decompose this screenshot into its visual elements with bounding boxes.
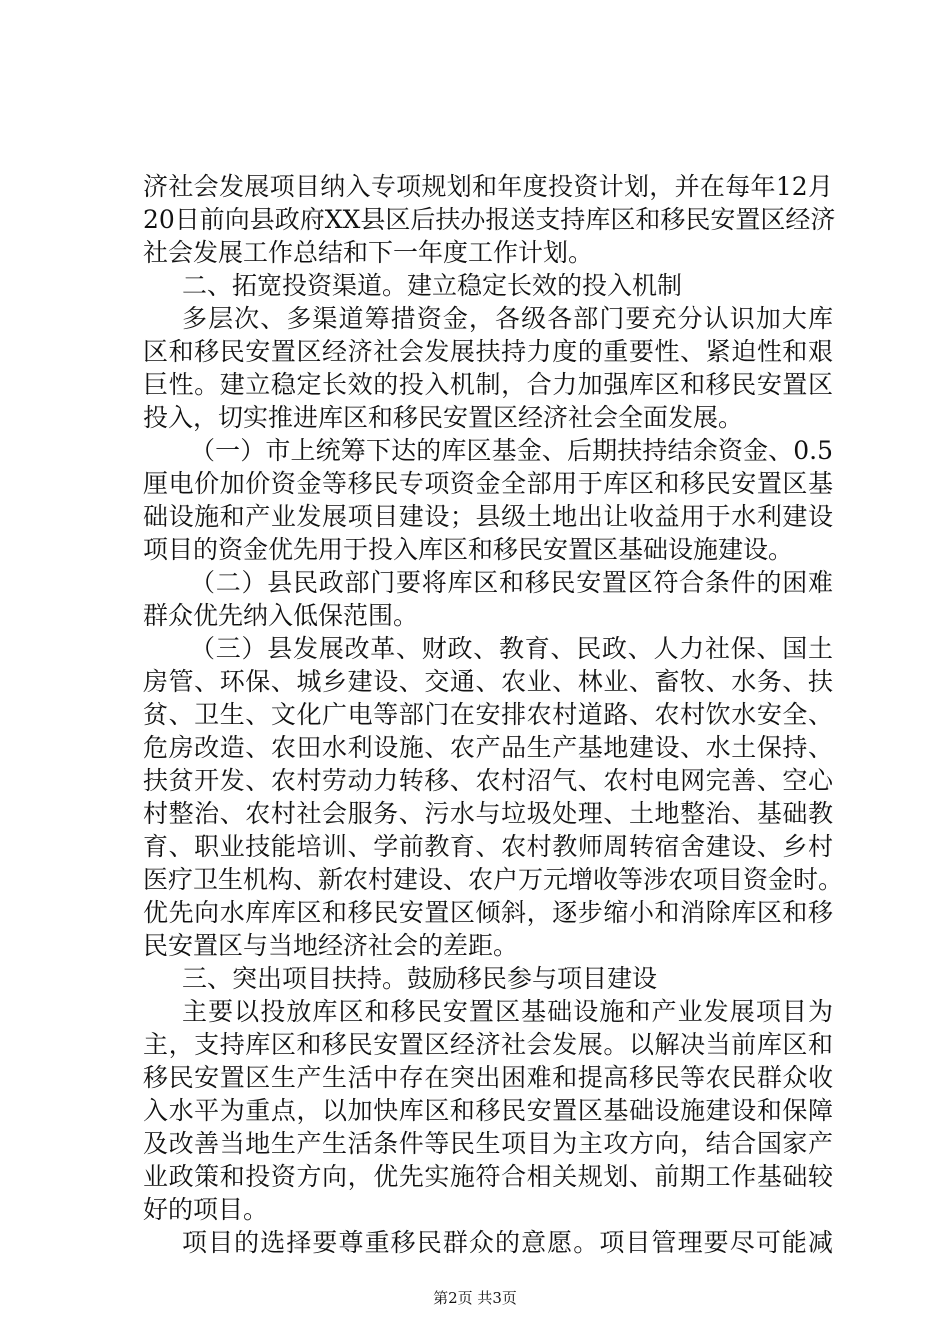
text-line: 区和移民安置区经济社会发展扶持力度的重要性、紧迫性和艰	[143, 337, 833, 366]
text-line: 房管、环保、城乡建设、交通、农业、林业、畜牧、水务、扶	[143, 667, 833, 696]
text-line: 础设施和产业发展项目建设；县级土地出让收益用于水利建设	[143, 502, 833, 531]
text-line: 厘电价加价资金等移民专项资金全部用于库区和移民安置区基	[143, 469, 833, 498]
text-line: （一）市上统筹下达的库区基金、后期扶持结余资金、0.5	[190, 436, 833, 465]
text-line: 移民安置区生产生活中存在突出困难和提高移民等农民群众收	[143, 1063, 833, 1092]
section-heading: 二、拓宽投资渠道。建立稳定长效的投入机制	[182, 271, 683, 300]
text-line: 危房改造、农田水利设施、农产品生产基地建设、水土保持、	[143, 733, 833, 762]
text-line: 村整治、农村社会服务、污水与垃圾处理、土地整治、基础教	[143, 799, 833, 828]
text-line: 20日前向县政府XX县区后扶办报送支持库区和移民安置区经济	[143, 205, 836, 234]
text-line: 业政策和投资方向，优先实施符合相关规划、前期工作基础较	[143, 1162, 833, 1191]
text-line: 贫、卫生、文化广电等部门在安排农村道路、农村饮水安全、	[143, 700, 833, 729]
text-line: 民安置区与当地经济社会的差距。	[143, 931, 519, 960]
text-line: 济社会发展项目纳入专项规划和年度投资计划，并在每年12月	[143, 172, 833, 201]
page-number: 第2页 共3页	[433, 1289, 517, 1307]
text-line: 多层次、多渠道筹措资金，各级各部门要充分认识加大库	[182, 304, 833, 333]
text-line: 育、职业技能培训、学前教育、农村教师周转宿舍建设、乡村	[143, 832, 833, 861]
text-line: 项目的选择要尊重移民群众的意愿。项目管理要尽可能减	[182, 1228, 833, 1257]
text-line: 入水平为重点，以加快库区和移民安置区基础设施建设和保障	[143, 1096, 833, 1125]
text-line: 投入，切实推进库区和移民安置区经济社会全面发展。	[143, 403, 744, 432]
page-footer	[0, 1287, 950, 1308]
text-line: 及改善当地生产生活条件等民生项目为主攻方向，结合国家产	[143, 1129, 833, 1158]
text-line: 项目的资金优先用于投入库区和移民安置区基础设施建设。	[143, 535, 794, 564]
text-line: （二）县民政部门要将库区和移民安置区符合条件的困难	[190, 568, 833, 597]
text-line: 优先向水库库区和移民安置区倾斜，逐步缩小和消除库区和移	[143, 898, 833, 927]
text-line: 群众优先纳入低保范围。	[143, 601, 419, 630]
text-line: 主，支持库区和移民安置区经济社会发展。以解决当前库区和	[143, 1030, 833, 1059]
text-line: 主要以投放库区和移民安置区基础设施和产业发展项目为	[182, 997, 833, 1026]
text-line: 社会发展工作总结和下一年度工作计划。	[143, 238, 594, 267]
body-text	[143, 170, 844, 1259]
text-line: （三）县发展改革、财政、教育、民政、人力社保、国土	[190, 634, 833, 663]
text-line: 好的项目。	[143, 1195, 269, 1224]
text-line: 巨性。建立稳定长效的投入机制，合力加强库区和移民安置区	[143, 370, 833, 399]
section-heading: 三、突出项目扶持。鼓励移民参与项目建设	[182, 964, 658, 993]
text-line: 扶贫开发、农村劳动力转移、农村沼气、农村电网完善、空心	[143, 766, 833, 795]
text-line: 医疗卫生机构、新农村建设、农户万元增收等涉农项目资金时。	[143, 865, 844, 894]
